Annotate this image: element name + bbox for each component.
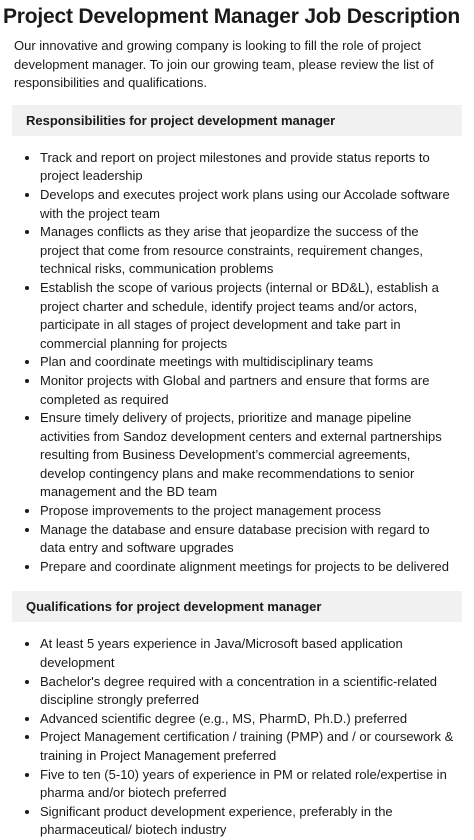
list-item: • Prepare and coordinate alignment meetings for projects to be delivered	[40, 558, 458, 577]
qualifications-heading: Qualifications for project development manager	[12, 591, 462, 622]
list-item: • Plan and coordinate meetings with multidisciplinary teams	[40, 353, 458, 372]
list-item: • Bachelor's degree required with a concentration in a scientific-related discipline strongly preferred	[40, 673, 458, 710]
intro-paragraph: Our innovative and growing company is looking to fill the role of project development manager. To join our growing team, please review the list of responsibilities and qualifications.	[14, 38, 434, 91]
list-item: • Develops and executes project work plans using our Accolade software with the project team	[40, 186, 458, 223]
responsibilities-heading: Responsibilities for project development manager	[12, 105, 462, 136]
list-item: • Ensure timely delivery of projects, prioritize and manage pipeline activities from Sandoz development centers and external partnerships resulting from Business Development’s commercial agreements, develop contingency plans and make recommendations to senior management and the BD team	[40, 409, 458, 502]
list-item: • Monitor projects with Global and partners and ensure that forms are completed as required	[40, 372, 458, 409]
list-item: • Advanced scientific degree (e.g., MS, PharmD, Ph.D.) preferred	[40, 710, 458, 729]
list-item: • Manages conflicts as they arise that jeopardize the success of the project that come from resource constraints, requirement changes, technical risks, communication problems	[40, 223, 458, 279]
list-item: • Track and report on project milestones and provide status reports to project leadership	[40, 149, 458, 186]
list-item: • Propose improvements to the project management process	[40, 502, 458, 521]
list-item: • Five to ten (5-10) years of experience in PM or related role/expertise in pharma and/or biotech preferred	[40, 766, 458, 803]
list-item: • Project Management certification / training (PMP) and / or coursework & training in Project Management preferred	[40, 728, 458, 765]
list-item: • Establish the scope of various projects (internal or BD&L), establish a project charter and schedule, identify project teams and/or actors, participate in all stages of project development and take part in commercial planning for projects	[40, 279, 458, 353]
responsibilities-list	[0, 149, 458, 577]
list-item: • At least 5 years experience in Java/Microsoft based application development	[40, 635, 458, 672]
list-item: • Manage the database and ensure database precision with regard to data entry and software upgrades	[40, 521, 458, 558]
qualifications-list	[0, 635, 458, 840]
list-item: • Significant product development experience, preferably in the pharmaceutical/ biotech industry	[40, 803, 458, 840]
page-title: Project Development Manager Job Description	[3, 5, 461, 28]
